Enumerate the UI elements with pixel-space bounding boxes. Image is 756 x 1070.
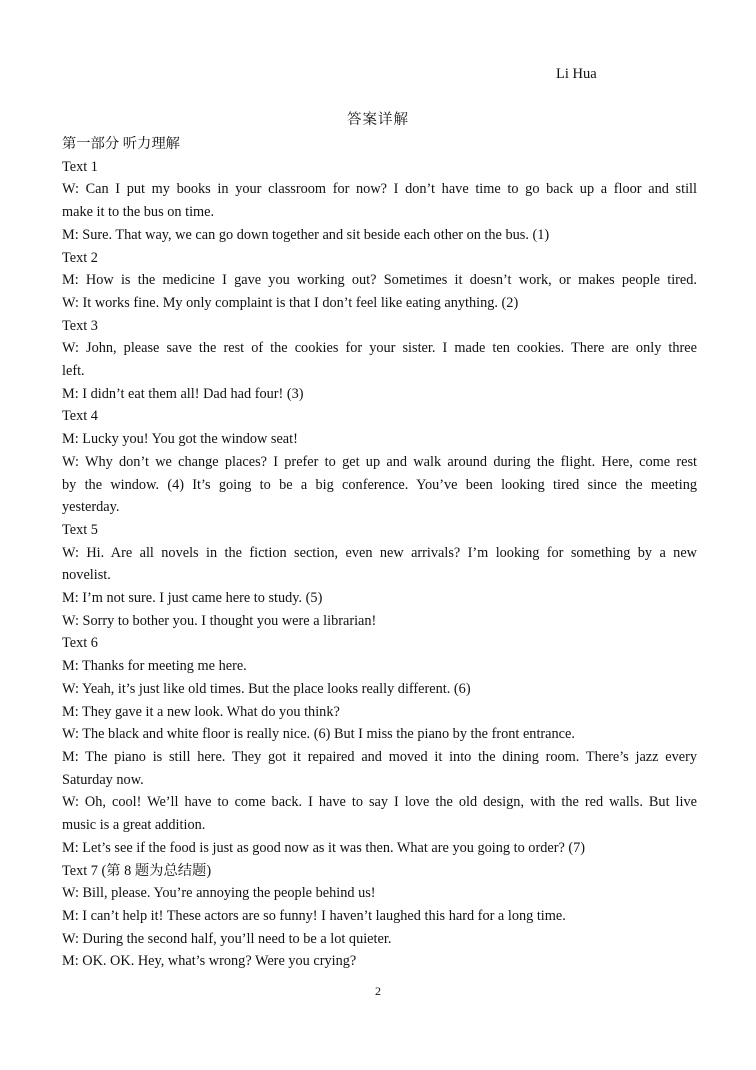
dialogue-line: W: Sorry to bother you. I thought you were a librarian! — [62, 612, 377, 629]
text-heading: Text 4 — [62, 408, 98, 425]
text-heading: Text 3 — [62, 317, 98, 334]
text-heading: Text 5 — [62, 521, 98, 538]
dialogue-line: W: The black and white floor is really nice. (6) But I miss the piano by the front entrance. — [62, 726, 575, 743]
dialogue-line: M: Thanks for meeting me here. — [62, 658, 247, 675]
text-heading: Text 1 — [62, 158, 98, 175]
page-title: 答案详解 — [347, 112, 409, 128]
dialogue-line: W: Why don’t we change places? I prefer to get up and walk around during the flight. Here, come rest — [62, 453, 697, 470]
dialogue-line: left. — [62, 363, 85, 380]
dialogue-line: M: Lucky you! You got the window seat! — [62, 431, 298, 448]
dialogue-line: W: Can I put my books in your classroom for now? I don’t have time to go back up a floor and still — [62, 181, 697, 198]
dialogue-line: M: I can’t help it! These actors are so funny! I haven’t laughed this hard for a long time. — [62, 907, 566, 924]
dialogue-line: W: John, please save the rest of the cookies for your sister. I made ten cookies. There are only three — [62, 340, 697, 357]
dialogue-line: M: I didn’t eat them all! Dad had four! (3) — [62, 385, 304, 402]
dialogue-line: M: How is the medicine I gave you working out? Sometimes it doesn’t work, or makes people tired. — [62, 272, 697, 289]
author-name: Li Hua — [556, 66, 597, 82]
dialogue-line: M: They gave it a new look. What do you think? — [62, 703, 340, 720]
dialogue-line: M: Sure. That way, we can go down together and sit beside each other on the bus. (1) — [62, 226, 550, 243]
dialogue-line: W: Hi. Are all novels in the fiction section, even new arrivals? I’m looking for something by a new — [62, 544, 697, 561]
dialogue-line: yesterday. — [62, 499, 120, 516]
dialogue-line: make it to the bus on time. — [62, 204, 215, 221]
text-heading: Text 7 (第 8 题为总结题) — [62, 862, 212, 879]
dialogue-line: W: Bill, please. You’re annoying the people behind us! — [62, 885, 376, 902]
dialogue-line: W: Yeah, it’s just like old times. But the place looks really different. (6) — [62, 680, 471, 697]
dialogue-line: W: It works fine. My only complaint is that I don’t feel like eating anything. (2) — [62, 294, 519, 311]
text-heading: Text 2 — [62, 249, 98, 266]
dialogue-line: by the window. (4) It’s going to be a big conference. You’ve been looking tired since the meeting — [62, 476, 697, 493]
dialogue-line: M: OK. OK. Hey, what’s wrong? Were you crying? — [62, 953, 357, 970]
dialogue-line: M: I’m not sure. I just came here to study. (5) — [62, 590, 323, 607]
dialogue-line: Saturday now. — [62, 771, 144, 788]
dialogue-line: M: The piano is still here. They got it repaired and moved it into the dining room. There’s jazz every — [62, 748, 697, 765]
dialogue-line: W: Oh, cool! We’ll have to come back. I have to say I love the old design, with the red walls. But live — [62, 794, 697, 811]
dialogue-line: M: Let’s see if the food is just as good now as it was then. What are you going to order? (7) — [62, 839, 586, 856]
page-number: 2 — [375, 984, 381, 998]
document-body — [62, 133, 697, 973]
dialogue-line: W: During the second half, you’ll need to be a lot quieter. — [62, 930, 392, 947]
text-heading: Text 6 — [62, 635, 98, 652]
section-heading: 第一部分 听力理解 — [62, 136, 180, 152]
dialogue-line: music is a great addition. — [62, 817, 206, 834]
dialogue-line: novelist. — [62, 567, 111, 584]
